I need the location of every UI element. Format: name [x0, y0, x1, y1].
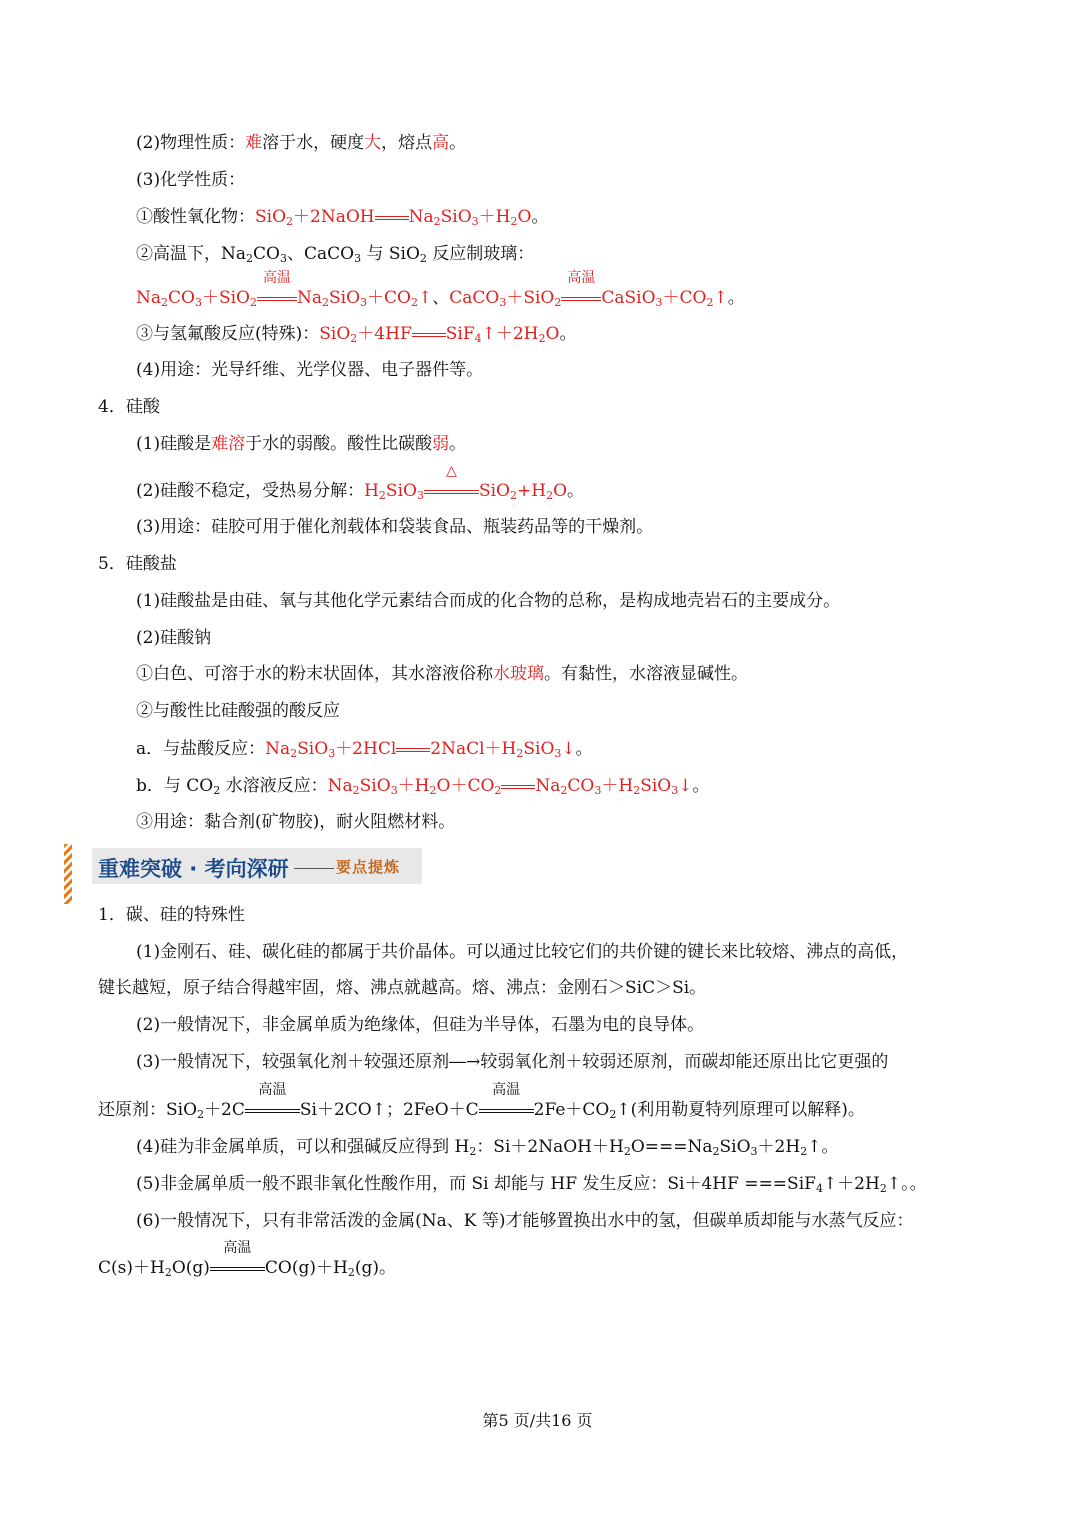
glass-making-equations: $Na_2CO_3+SiO_2$ 高温 $Na_2SiO_3+CO_2↑$、CaCO$_3$＋SiO$_2$ 高温 $CaSiO_3+CO_2↑$。 [136, 270, 745, 309]
sodium-silicate-description: ①白色、可溶于水的粉末状固体，其水溶液俗称水玻璃。有黏性，水溶液显碱性。 [136, 664, 748, 684]
heading-silicic-acid: 4．硅酸 [98, 397, 160, 417]
hcl-reaction: a．与盐酸反应：$Na_2SiO_3+2HCl$ $2NaCl+H_2SiO_3↓$。 [136, 739, 593, 760]
silicate-definition: (1)硅酸盐是由硅、氧与其他化学元素结合而成的化合物的总称，是构成地壳岩石的主要成分。 [136, 591, 841, 611]
acidic-oxide-reaction: ①酸性氧化物：SiO$_2$＋2NaOH $Na_2SiO_3+H_2O$。 [136, 207, 549, 228]
uses-line: (4)用途：光导纤维、光学仪器、电子器件等。 [136, 360, 484, 380]
co2-reaction: b．与 $CO_2$ 水溶液反应：$Na_2SiO_3+H_2O+CO_2$ $Na_2CO_3+H_2SiO_3↓$。 [136, 776, 710, 797]
section-title: 重难突破 · 考向深研 [98, 857, 289, 881]
water-reaction-line1: (6)一般情况下，只有非常活泼的金属(Na、K 等)才能够置换出水中的氢，但碳单质却能与水蒸气反应： [136, 1211, 914, 1231]
section-rule [294, 868, 334, 869]
section-banner [92, 848, 422, 884]
redox-line1: (3)一般情况下，较强氧化剂＋较强还原剂―→较弱氧化剂＋较弱还原剂，而碳却能还原出比它更强的 [136, 1052, 889, 1072]
water-reaction-line2: $C(s)+H_2O(g)$ 高温 $CO(g)+H_2(g)$。 [98, 1240, 396, 1279]
silicic-acid-decomposition: (2)硅酸不稳定，受热易分解：$H_2SiO_3$ △ $SiO_2+H_2O$。 [136, 463, 584, 502]
silica-gel-uses: (3)用途：硅胶可用于催化剂载体和袋装食品、瓶装药品等的干燥剂。 [136, 517, 654, 537]
sodium-silicate-uses: ③用途：黏合剂(矿物胶)，耐火阻燃材料。 [136, 812, 456, 832]
heading-special-properties: 1．碳、硅的特殊性 [98, 905, 245, 925]
covalent-crystal-line2: 键长越短，原子结合得越牢固，熔、沸点就越高。熔、沸点：金刚石＞SiC＞Si。 [98, 978, 707, 998]
hf-silicon-reaction: (5)非金属单质一般不跟非氧化性酸作用，而 Si 却能与 HF 发生反应：$Si+4HF ===SiF_4↑+2H_2↑$。。 [136, 1174, 927, 1195]
section-subtitle: 要点提炼 [336, 858, 401, 876]
strong-base-reaction: (4)硅为非金属单质，可以和强碱反应得到 $H_2$：$Si+2NaOH+H_2O===Na_2SiO_3+2H_2↑$。 [136, 1137, 839, 1158]
section-stripe [64, 844, 72, 904]
glass-making-intro: ②高温下，$Na_2CO_3$、CaCO$_3$ 与 SiO$_2$ 反应制玻璃： [136, 244, 535, 265]
semiconductor-line: (2)一般情况下，非金属单质为绝缘体，但硅为半导体，石墨为电的良导体。 [136, 1015, 705, 1035]
heading-silicates: 5．硅酸盐 [98, 554, 177, 574]
acid-reaction-heading: ②与酸性比硅酸强的酸反应 [136, 701, 340, 721]
sodium-silicate-heading: (2)硅酸钠 [136, 628, 212, 648]
chemical-properties-heading: (3)化学性质： [136, 170, 246, 190]
covalent-crystal-line1: (1)金刚石、硅、碳化硅的都属于共价晶体。可以通过比较它们的共价键的键长来比较熔、沸点的高低， [136, 942, 909, 962]
physical-properties: (2)物理性质：难溶于水，硬度大，熔点高。 [136, 133, 467, 153]
page-footer: 第5 页/共16 页 [482, 1411, 593, 1430]
silicic-acid-property: (1)硅酸是难溶于水的弱酸。酸性比碳酸弱。 [136, 434, 467, 454]
hf-reaction: ③与氢氟酸反应(特殊)：SiO$_2$＋4HF $SiF_4↑+2H_2O$。 [136, 324, 577, 345]
redox-line2: 还原剂：SiO$_2$＋2C 高温 Si＋2CO↑；2FeO＋C 高温 $2Fe+CO_2↑$(利用勒夏特列原理可以解释)。 [98, 1082, 865, 1121]
